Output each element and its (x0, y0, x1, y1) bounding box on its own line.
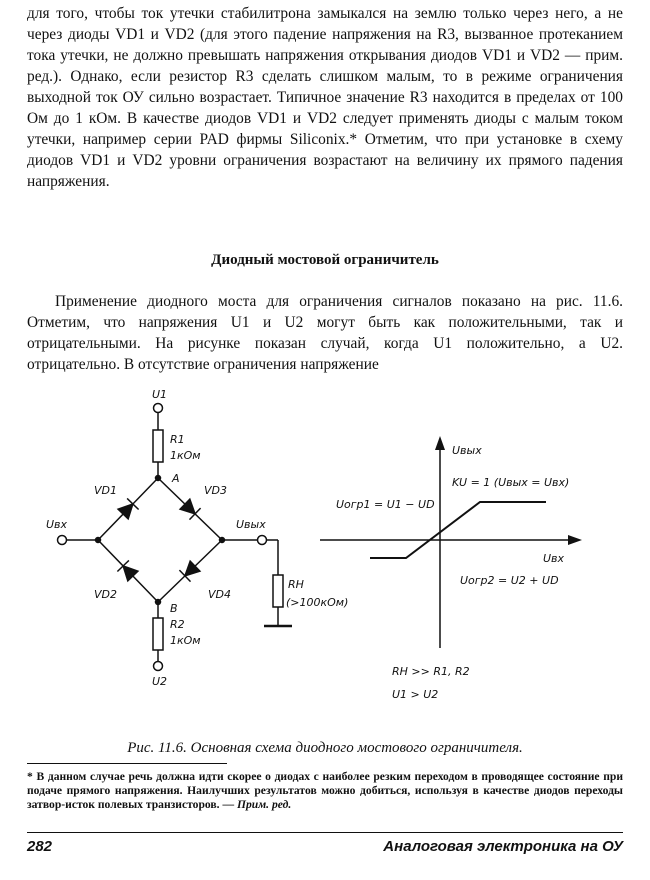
figure-drawing (0, 380, 650, 740)
label-node-a: A (172, 472, 180, 485)
label-r2-value: 1кОм (170, 634, 201, 647)
label-node-b: B (170, 602, 178, 615)
label-vd4: VD4 (208, 588, 231, 601)
diodes (117, 498, 200, 581)
footer-divider (27, 832, 623, 833)
footnote-editor-note: Прим. ред. (236, 798, 292, 811)
label-u2: U2 (152, 675, 168, 688)
figure-11-6 (0, 380, 650, 740)
page-number: 282 (27, 838, 53, 855)
body-paragraph-2: Применение диодного моста для ограничения сигналов показано на рис. 11.6. Отметим, что напряжения U1 и U2 могут быть как положительными, так и отрицательными. На рисунке показан случай, когда U1 положительно, а U2. отрицательно. В отсутствие ограничения напряжение (27, 293, 623, 373)
label-u1: U1 (152, 388, 168, 401)
label-rh: RН (288, 578, 304, 591)
footnote-text: * В данном случае речь должна идти скорее о диодах с наиболее резким переходом в проводящее состояние при подаче прямого напряжения. Наилучших результатов можно добиться, используя в качестве диодов переходы затвор-исток полевых транзисторов. — (27, 770, 623, 811)
label-vd1: VD1 (94, 484, 117, 497)
graph-y-label: Uвых (452, 444, 482, 457)
section-heading: Диодный мостовой ограничитель (211, 252, 439, 268)
condition-rh: RН >> R1, R2 (392, 665, 470, 678)
r1-resistor (153, 430, 163, 462)
uvyx-terminal (258, 536, 267, 545)
label-r1: R1 (170, 433, 185, 446)
r2-resistor (153, 618, 163, 650)
graph-x-label: Uвх (543, 552, 565, 565)
footnote (27, 770, 623, 812)
label-vd3: VD3 (204, 484, 227, 497)
rh-resistor (273, 575, 283, 607)
uvx-terminal (58, 536, 67, 545)
transfer-graph (320, 442, 576, 648)
x-axis-arrow (568, 535, 582, 545)
graph-upper-limit: Uогр1 = U1 − UD (336, 498, 435, 511)
u1-terminal (154, 404, 163, 413)
y-axis-arrow (435, 436, 445, 450)
label-vd2: VD2 (94, 588, 117, 601)
graph-gain: KU = 1 (Uвых = Uвх) (452, 476, 570, 489)
running-title: Аналоговая электроника на ОУ (383, 838, 623, 855)
figure-caption: Рис. 11.6. Основная схема диодного мостового ограничителя. (127, 740, 523, 756)
label-r2: R2 (170, 618, 185, 631)
u2-terminal (154, 662, 163, 671)
label-rh-value: (>100кОм) (286, 596, 349, 609)
condition-u: U1 > U2 (392, 688, 439, 701)
label-uvyx: Uвых (236, 518, 266, 531)
label-r1-value: 1кОм (170, 449, 201, 462)
graph-lower-limit: Uогр2 = U2 + UD (460, 574, 559, 587)
label-uvx: Uвх (46, 518, 68, 531)
body-paragraph-1: для того, чтобы ток утечки стабилитрона замыкался на землю только через него, а не через диоды VD1 и VD2 (для этого падение напряжения на R3, вызванное протеканием тока утечки, не должно превышать напряжения открывания диодов VD1 и VD2 — прим. ред.). Однако, если резистор R3 сделать слишком малым, то в режиме ограничения выходной ток ОУ сильно возрастает. Типичное значение R3 находится в пределах от 100 Ом до 1 кОм. В качестве диодов VD1 и VD2 следует применять диоды с малым током утечки, например серии PAD фирмы Siliconix.* Отметим, что при установке в схему диодов VD1 и VD2 уровни ограничения возрастают на величину их прямого падения напряжения. (27, 5, 623, 190)
footnote-divider (27, 763, 227, 764)
